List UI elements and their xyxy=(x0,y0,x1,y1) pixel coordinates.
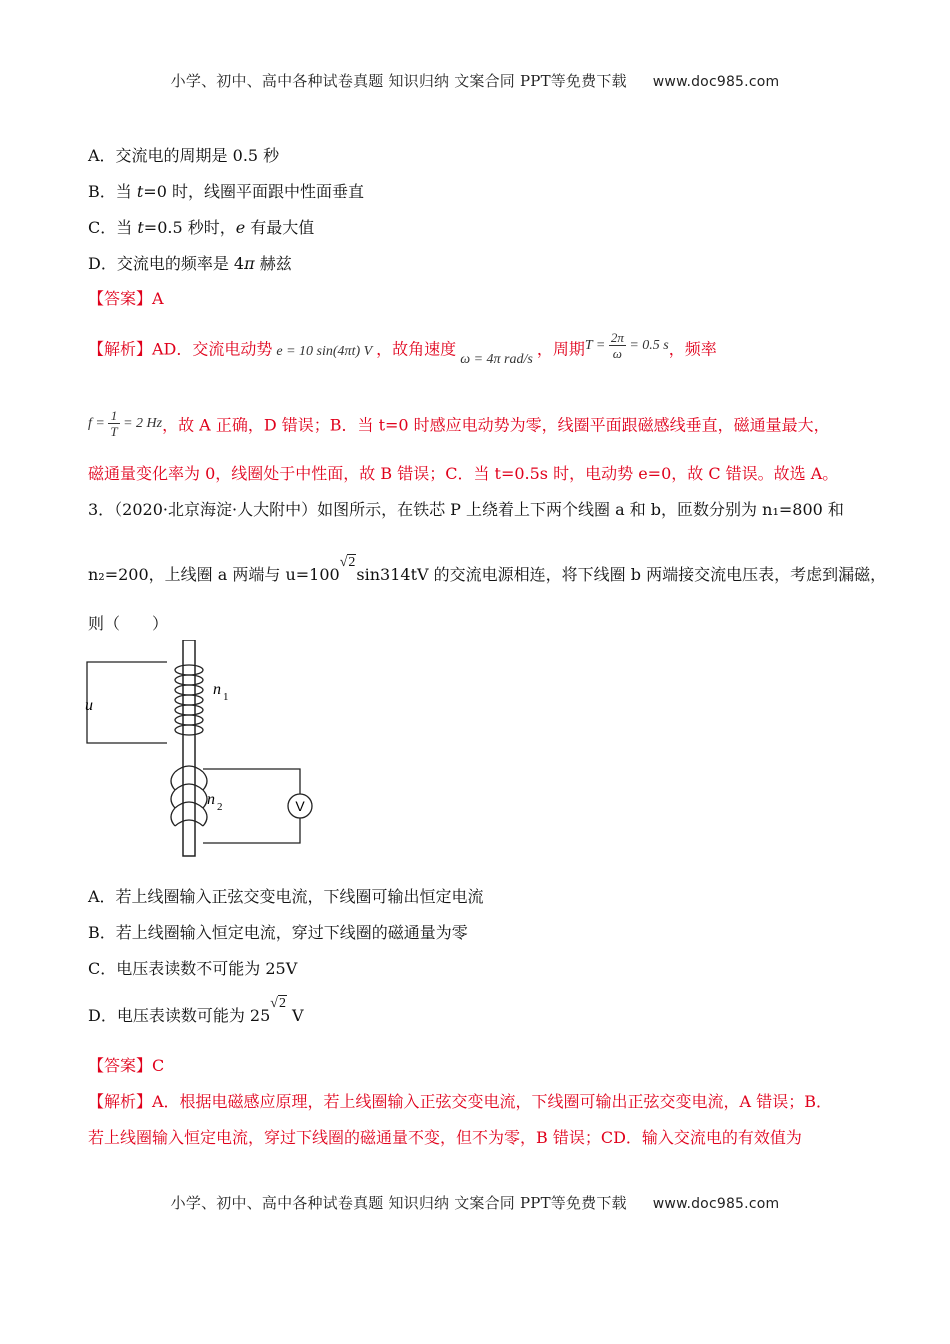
emf-equation: e = 10 sin(4πt) V xyxy=(276,343,373,359)
q2-analysis-line1: 【解析】AD．交流电动势 e = 10 sin(4πt) V ，故角速度ω = 4π rad/s，周期T = $\frac{2\pi}{\omega}$ = 0.5 s，频率 xyxy=(88,330,717,367)
q2-option-a: A．交流电的周期是 0.5 秒 xyxy=(88,146,280,165)
sqrt-symbol: √2 xyxy=(270,996,286,1011)
q2-analysis-line2: f = $\frac{1}{T}$ = 2 Hz，故 A 正确，D 错误；B．当 t=0 时感应电动势为零，线圈平面跟磁感线垂直，磁通量最大， xyxy=(88,408,830,439)
iron-core xyxy=(183,640,195,856)
q3-stem-line1: 3．（2020·北京海淀·人大附中）如图所示，在铁芯 P 上绕着上下两个线圈 a 和 b，匝数分别为 n₁=800 和 xyxy=(88,500,844,519)
sqrt-symbol: √2 xyxy=(339,555,356,570)
q2-answer: 【答案】A xyxy=(88,289,164,308)
label-n2-subscript: 2 xyxy=(217,801,223,813)
q2-option-c: C．当 t=0.5 秒时，e 有最大值 xyxy=(88,218,315,237)
header-text: 小学、初中、高中各种试卷真题 知识归纳 文案合同 PPT等免费下载 xyxy=(170,72,627,90)
q3-option-c: C．电压表读数不可能为 25V xyxy=(88,959,298,978)
voltage-label-u: u xyxy=(85,697,93,714)
primary-circuit-wire xyxy=(87,662,167,743)
q3-analysis-line1: 【解析】A．根据电磁感应原理，若上线圈输入正弦交变电流，下线圈可输出正弦交变电流，A 错误；B． xyxy=(88,1092,832,1111)
q3-stem-line3: 则（ ） xyxy=(88,614,169,633)
page-footer xyxy=(0,1192,950,1213)
q3-option-a: A．若上线圈输入正弦交变电流，下线圈可输出恒定电流 xyxy=(88,887,484,906)
label-n1-subscript: 1 xyxy=(223,691,229,703)
voltmeter-label: V xyxy=(295,798,305,814)
footer-site: www.doc985.com xyxy=(652,1196,780,1212)
transformer-diagram xyxy=(82,640,342,860)
q2-analysis-line3: 磁通量变化率为 0，线圈处于中性面，故 B 错误；C．当 t=0.5s 时，电动势 e=0，故 C 错误。故选 A。 xyxy=(88,464,839,483)
label-n2: n xyxy=(207,791,215,808)
frequency-equation: f = $\frac{1}{T}$ = 2 Hz xyxy=(88,408,163,439)
label-n1: n xyxy=(213,681,221,698)
footer-text: 小学、初中、高中各种试卷真题 知识归纳 文案合同 PPT等免费下载 xyxy=(170,1194,627,1212)
q3-option-b: B．若上线圈输入恒定电流，穿过下线圈的磁通量为零 xyxy=(88,923,468,942)
header-site: www.doc985.com xyxy=(652,74,780,90)
q3-stem-line2: n₂=200，上线圈 a 两端与 u=100√2sin314tV 的交流电源相连，将下线圈 b 两端接交流电压表，考虑到漏磁， xyxy=(88,555,887,584)
q2-option-d: D．交流电的频率是 4π 赫兹 xyxy=(88,254,292,273)
q3-option-d: D．电压表读数可能为 25√2 V xyxy=(88,996,304,1025)
omega-equation: ω = 4π rad/s xyxy=(460,351,533,367)
q3-answer: 【答案】C xyxy=(88,1056,165,1075)
q3-analysis-line2: 若上线圈输入恒定电流，穿过下线圈的磁通量不变，但不为零，B 错误；CD．输入交流电的有效值为 xyxy=(88,1128,802,1147)
period-equation: T = $\frac{2\pi}{\omega}$ = 0.5 s xyxy=(584,330,669,361)
page-header xyxy=(0,70,950,91)
q2-option-b: B．当 t=0 时，线圈平面跟中性面垂直 xyxy=(88,182,364,201)
